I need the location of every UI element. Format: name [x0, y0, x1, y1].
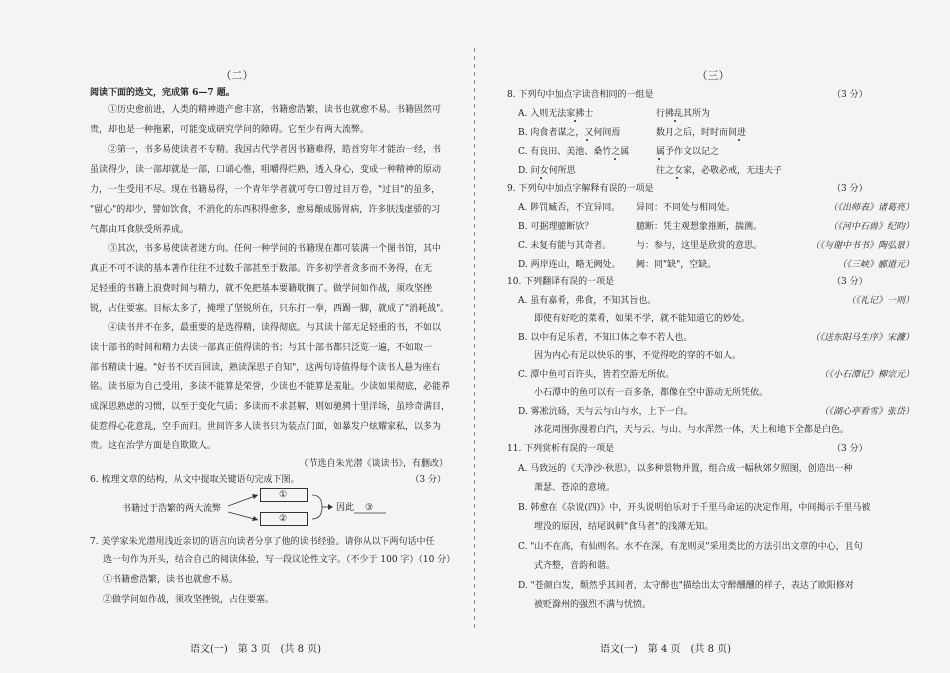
question-7: 7. 美学家朱光潜用浅近亲切的语言向读者分享了他的读书经验。请你从以下两句话中任 — [90, 537, 435, 547]
question-6-score: （3 分） — [410, 475, 446, 485]
option-d-source: （《三峡》郦道元） — [837, 260, 914, 270]
passage-line: 锐，占住要塞。目标太多了，掩埋了坚锐所在，只东打一拳，西踢一脚，就成了"消耗战"。 — [90, 304, 450, 314]
option-c-source: （《小石潭记》柳宗元） — [819, 370, 914, 380]
option-a-source: （《出师表》诸葛亮） — [828, 203, 914, 213]
option-a[interactable]: A. 虽有嘉肴，弗食，不知其旨也。 — [518, 296, 657, 306]
option-b[interactable]: B. 韩愈在《杂说(四)》中，开头说明伯乐对于千里马命运的决定作用，中间揭示千里马被 — [518, 503, 871, 513]
option-c-pair: 属予作文以记之 — [656, 147, 720, 157]
right-page — [476, 0, 950, 673]
question-7-option: ①书籍愈浩繁，读书也就愈不易。 — [103, 575, 239, 585]
emphasis-dot — [738, 139, 740, 141]
option-b-cont: 埋没的原因，结尾讽刺"食马者"的浅薄无知。 — [534, 522, 714, 532]
option-b-translation: 因为内心有足以快乐的事，不觉得吃的穿的不如人。 — [534, 351, 742, 361]
option-d-translation: 冰花周围弥漫着白汽，天与云、与山、与水浑然一体，天上和地下全都是白色。 — [534, 425, 850, 435]
option-a-pair: 行拂乱其所为 — [656, 109, 711, 119]
option-a-gloss: 异同：不同处与相同处。 — [636, 203, 736, 213]
passage-line: 贵。这在治学方面是自欺欺人。 — [90, 441, 217, 451]
section-heading: （二） — [220, 69, 254, 82]
option-b-pair: 数月之后，时时而间进 — [656, 128, 747, 138]
option-a[interactable]: A. 陟罚臧否，不宜异同。 — [518, 203, 621, 213]
option-d[interactable]: D. 问女何所思 — [518, 166, 576, 176]
diagram-therefore: 因此 — [336, 503, 355, 513]
option-c-cont: 式齐整，音韵和谐。 — [534, 561, 616, 571]
question-stem: 9. 下列句中加点字解释有误的一项是 — [507, 184, 654, 194]
emphasis-dot — [540, 177, 542, 179]
emphasis-dot — [676, 177, 678, 179]
passage-line: ①历史愈前进，人类的精神遗产愈丰富，书籍愈浩繁，读书也就愈不易。书籍固然可 — [108, 105, 442, 115]
question-stem: 10. 下列翻译有误的一项是 — [507, 277, 615, 287]
option-c[interactable]: C. 有良田、美池、桑竹之属 — [518, 147, 630, 157]
diagram-arrows — [0, 0, 474, 673]
option-d-source: （《湖心亭看雪》张岱） — [819, 407, 914, 417]
question-stem: 8. 下列句中加点字读音相同的一组是 — [507, 90, 654, 100]
section-heading: （三） — [696, 69, 730, 82]
passage-line: "留心"的却少，譬如饮食，不消化的东西积得愈多，愈易酿成肠胃病，许多肤浅虚骄的习 — [90, 205, 441, 215]
option-b[interactable]: B. 以中有足乐者，不知口体之奉不若人也。 — [518, 333, 693, 343]
option-d-gloss: 阙：同"缺"，空缺。 — [636, 260, 717, 270]
passage-line: 读十部书的时间和精力去读一部真正值得读的书；与其十部书都只泛览一遍，不如取一 — [90, 343, 433, 353]
question-score: （3 分） — [832, 444, 868, 454]
option-d-cont: 被贬滁州的强烈不满与忧愤。 — [534, 600, 652, 610]
answer-box-2-label: ② — [279, 514, 288, 524]
passage-line: 虽读得少，读一部却就是一部，口诵心惟，咀嚼得烂熟，透入身心，变成一种精神的原动 — [90, 165, 442, 175]
option-b-source: （《河中石兽》纪昀） — [828, 222, 914, 232]
emphasis-dot — [658, 158, 660, 160]
passage-line: 贵，却也是一种拖累，可能变成研究学问的障碍。它至少有两大流弊。 — [90, 125, 370, 135]
diagram-root-label: 书籍过于浩繁的两大流弊 — [122, 504, 222, 514]
question-7-line: 选一句作为开头，结合自己的阅读体验，写一段议论性文字。（不少于 100 字）（10 分） — [103, 555, 456, 565]
page-footer: 语文(一) 第 4 页 (共 8 页) — [600, 644, 732, 655]
emphasis-dot — [574, 120, 576, 122]
option-b[interactable]: B. 肉食者谋之，又何间焉 — [518, 128, 621, 138]
question-score: （3 分） — [832, 90, 868, 100]
answer-box-1-label: ① — [279, 490, 288, 500]
option-a-source: （《礼记》一则） — [846, 296, 914, 306]
option-d[interactable]: D. "苍颜白发，颓然乎其间者，太守醉也"描绘出太守醉醺醺的样子，表达了欧阳修对 — [518, 581, 854, 591]
option-a[interactable]: A. 入则无法家拂士 — [518, 109, 594, 119]
passage-line: 气都由耳食肤受所养成。 — [90, 225, 190, 235]
passage-line: ③其次，书多易使读者迷方向。任何一种学问的书籍现在都可装满一个图书馆，其中 — [108, 244, 442, 254]
option-a[interactable]: A. 马致远的《天净沙·秋思》，以多种景物并置，组合成一幅秋郊夕照图，创造出一种 — [518, 464, 853, 474]
question-stem: 11. 下列赏析有误的一项是 — [507, 444, 615, 454]
passage-line: 徒惹得心花意乱，空手而归。世间许多人读书只为装点门面，如暴发户炫耀家私，以多为 — [90, 422, 442, 432]
option-c[interactable]: C. "山不在高，有仙则名。水不在深，有龙则灵"采用类比的方法引出文章的中心，且句 — [518, 542, 863, 552]
passage-line: 真正不可不读的基本著作往往不过数千部甚至于数部。许多初学者贪多而不务得，在无 — [90, 264, 433, 274]
question-score: （3 分） — [832, 184, 868, 194]
passage-line: 力，一生受用不尽。现在书籍易得，一个青年学者就可夸口曾过目万卷，"过目"的虽多， — [90, 185, 441, 195]
option-c-source: （《与谢中书书》陶弘景） — [810, 241, 914, 251]
option-d-pair: 往之女家，必敬必戒，无违夫子 — [656, 166, 783, 176]
emphasis-dot — [674, 120, 676, 122]
question-7-option: ②做学问如作战，须攻坚挫锐，占住要塞。 — [103, 595, 275, 605]
reading-instruction: 阅读下面的选文，完成第 6—7 题。 — [90, 88, 235, 98]
option-c-gloss: 与：参与，这里是欣赏的意思。 — [636, 241, 763, 251]
passage-line: 足轻重的书籍上浪费时间与精力，就不免把基本要籍耽搁了。做学问如作战，须攻坚挫 — [90, 284, 433, 294]
option-c-translation: 小石潭中的鱼可以有一百多条，都像在空中游动无所凭依。 — [534, 388, 769, 398]
passage-line: 铭。读书原为自己受用，多读不能算是荣誉，少读也不能算是羞耻。少读如果彻底，必能养 — [90, 382, 451, 392]
emphasis-dot — [586, 139, 588, 141]
option-c[interactable]: C. 未复有能与其奇者。 — [518, 241, 612, 251]
option-a-cont: 萧瑟、苍凉的意境。 — [534, 483, 616, 493]
option-b-source: （《送东阳马生序》宋濂） — [810, 333, 914, 343]
left-page — [0, 0, 474, 673]
question-score: （3 分） — [832, 277, 868, 287]
passage-line: ②第一，书多易使读者不专精。我国古代学者因书籍难得，皓首穷年才能治一经，书 — [108, 145, 442, 155]
option-a-translation: 即使有好吃的菜肴，如果不学，就不能知道它的妙处。 — [534, 314, 751, 324]
passage-line: 部书精读十遍。"好书不厌百回读，熟读深思子自知"，这两句诗值得每个读书人悬为座右 — [90, 363, 441, 373]
option-d[interactable]: D. 两岸连山，略无阙处。 — [518, 260, 621, 270]
option-b-gloss: 臆断：凭主观想象推断，揣测。 — [636, 222, 763, 232]
passage-source: （节选自朱光潜《谈读书》，有删改） — [299, 459, 448, 469]
emphasis-dot — [614, 158, 616, 160]
passage-line: ④读书并不在多，最重要的是选得精，读得彻底。与其读十部无足轻重的书，不如以 — [108, 323, 442, 333]
answer-blank-3[interactable]: ③ — [365, 503, 374, 513]
page-footer: 语文(一) 第 3 页 (共 8 页) — [190, 644, 322, 655]
passage-line: 成深思熟虑的习惯，以至于变化气质；多读而不求甚解，则如驰骋十里洋场，虽珍奇满目， — [90, 402, 451, 412]
page-divider — [474, 48, 475, 628]
option-b[interactable]: B. 可据理臆断欤？ — [518, 222, 594, 232]
question-6: 6. 梳理文章的结构，从文中提取关键语句完成下图。 — [90, 475, 300, 485]
option-c[interactable]: C. 潭中鱼可百许头，皆若空游无所依。 — [518, 370, 675, 380]
option-d[interactable]: D. 雾凇沆砀，天与云与山与水，上下一白。 — [518, 407, 693, 417]
